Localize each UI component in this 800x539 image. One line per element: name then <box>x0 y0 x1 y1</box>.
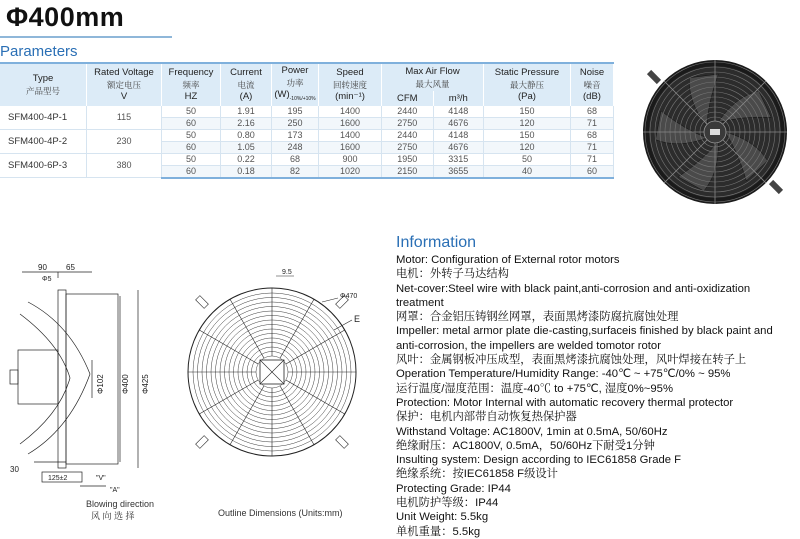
guard-spoke <box>286 380 345 414</box>
col-pressure: Static Pressure 最大静压 (Pa) <box>484 63 571 106</box>
col-voltage: Rated Voltage 额定电压 V <box>87 63 162 106</box>
value-cell: 4148 <box>433 129 483 141</box>
col-speed: Speed 回转速度 (min⁻¹) <box>319 63 382 106</box>
col-airflow-m3h: m³/h <box>433 91 483 106</box>
outline-drawing <box>0 254 395 531</box>
value-cell: 50 <box>162 153 221 165</box>
dimension-label: Φ5 <box>42 276 52 283</box>
dimension-label: 30 <box>10 465 19 474</box>
value-cell: 50 <box>484 153 571 165</box>
value-cell: 82 <box>272 165 319 178</box>
value-cell: 2750 <box>382 141 434 153</box>
dimension-label: 125±2 <box>48 475 68 482</box>
table-row <box>0 129 614 141</box>
mount-foot <box>769 180 783 194</box>
dim-line <box>322 298 338 302</box>
voltage-cell: 380 <box>87 153 162 178</box>
voltage-cell: 230 <box>87 129 162 153</box>
dimension-label: Φ425 <box>141 374 150 394</box>
guard-spoke <box>230 386 264 445</box>
title-underline <box>0 36 172 38</box>
dimension-label: 90 <box>38 263 47 272</box>
parameters-heading: Parameters <box>0 43 78 60</box>
value-cell: 1.91 <box>221 106 272 118</box>
dimension-label: 9.5 <box>282 269 292 276</box>
col-airflow-cfm: CFM <box>382 91 434 106</box>
table-row <box>0 106 614 118</box>
hub-label <box>710 129 720 135</box>
type-cell: SFM400-4P-1 <box>0 106 87 130</box>
value-cell: 1400 <box>319 129 382 141</box>
value-cell: 68 <box>272 153 319 165</box>
value-cell: 60 <box>571 165 614 178</box>
mount-foot <box>647 70 661 84</box>
value-cell: 4676 <box>433 141 483 153</box>
section-label: E <box>354 314 361 324</box>
value-cell: 150 <box>484 129 571 141</box>
table-row <box>0 153 614 165</box>
flange-plate <box>58 290 66 468</box>
col-frequency: Frequency 频率 HZ <box>162 63 221 106</box>
guard-spoke <box>280 299 314 358</box>
info-line: Unit Weight: 5.5kg <box>396 511 489 524</box>
value-cell: 2150 <box>382 165 434 178</box>
info-line: 保护：电机内部带自动恢复热保护器 <box>396 411 577 424</box>
info-line: 电机防护等级：IP44 <box>396 497 499 510</box>
value-cell: 900 <box>319 153 382 165</box>
value-cell: 1600 <box>319 141 382 153</box>
blade-outline <box>28 302 90 454</box>
information-list <box>396 253 796 539</box>
info-line: Motor: Configuration of External rotor motors <box>396 254 620 266</box>
dimension-label: 65 <box>66 263 75 272</box>
front-view-drawing <box>188 269 360 456</box>
a-label: "A" <box>110 487 120 494</box>
col-type: Type 产品型号 <box>0 63 87 106</box>
info-line: 单机重量：5.5kg <box>396 525 481 538</box>
info-line: 风叶：金属钢板冲压成型，表面黑烤漆抗腐蚀处理，风叶焊接在转子上 <box>396 354 747 367</box>
value-cell: 1.05 <box>221 141 272 153</box>
value-cell: 4676 <box>433 117 483 129</box>
value-cell: 248 <box>272 141 319 153</box>
value-cell: 60 <box>162 117 221 129</box>
info-line: 运行温度/湿度范围：温度-40℃ to +75℃, 湿度0%~95% <box>396 382 673 395</box>
value-cell: 173 <box>272 129 319 141</box>
value-cell: 3315 <box>433 153 483 165</box>
info-line: Protecting Grade: IP44 <box>396 482 511 495</box>
info-line: 绝缘耐压：AC1800V, 0.5mA，50/60Hz下耐受1分钟 <box>396 439 655 452</box>
value-cell: 50 <box>162 129 221 141</box>
value-cell: 60 <box>162 165 221 178</box>
value-cell: 0.18 <box>221 165 272 178</box>
info-line: 绝缘系统：按IEC61858 F级设计 <box>396 468 558 481</box>
type-cell: SFM400-6P-3 <box>0 153 87 178</box>
col-airflow: Max Air Flow 最大风量 <box>382 63 484 91</box>
type-cell: SFM400-4P-2 <box>0 129 87 153</box>
value-cell: 1950 <box>382 153 434 165</box>
value-cell: 1600 <box>319 117 382 129</box>
guard-spoke <box>280 386 314 445</box>
value-cell: 4148 <box>433 106 483 118</box>
guard-spoke <box>199 380 258 414</box>
col-current: Current 电流 (A) <box>221 63 272 106</box>
fan-product-photo <box>636 53 794 211</box>
value-cell: 71 <box>571 141 614 153</box>
value-cell: 40 <box>484 165 571 178</box>
value-cell: 60 <box>162 141 221 153</box>
col-noise: Noise 噪音 (dB) <box>571 63 614 106</box>
mount-foot <box>196 296 209 309</box>
value-cell: 250 <box>272 117 319 129</box>
value-cell: 1020 <box>319 165 382 178</box>
value-cell: 0.22 <box>221 153 272 165</box>
voltage-cell: 115 <box>87 106 162 130</box>
info-line: Net-cover:Steel wire with black paint,anti-corrosion and anti-oxidization treatment <box>396 282 751 309</box>
blowing-direction-label: Blowing direction <box>86 499 155 509</box>
side-view-drawing <box>10 263 150 494</box>
value-cell: 150 <box>484 106 571 118</box>
info-line: 网罩：合金铝压铸钢丝网罩，表面黑烤漆防腐抗腐蚀处理 <box>396 311 679 324</box>
blowing-direction-cn: 风 向 选 择 <box>91 511 135 521</box>
dimension-label: Φ102 <box>96 374 105 394</box>
value-cell: 120 <box>484 117 571 129</box>
mount-foot <box>336 436 349 449</box>
value-cell: 50 <box>162 106 221 118</box>
info-line: Protection: Motor Internal with automatic recovery thermal protector <box>396 396 734 409</box>
value-cell: 68 <box>571 129 614 141</box>
parameters-table <box>0 62 614 179</box>
value-cell: 120 <box>484 141 571 153</box>
value-cell: 2440 <box>382 106 434 118</box>
info-line: Insulting system: Design according to IEC61858 Grade F <box>396 454 682 467</box>
mount-foot <box>196 436 209 449</box>
guard-spoke <box>199 330 258 364</box>
value-cell: 1400 <box>319 106 382 118</box>
value-cell: 0.80 <box>221 129 272 141</box>
info-line: 电机：外转子马达结构 <box>396 268 509 281</box>
v-label: "V" <box>96 475 106 482</box>
guard-spoke <box>286 330 345 364</box>
info-line: Withstand Voltage: AC1800V, 1min at 0.5mA, 50/60Hz <box>396 425 668 438</box>
value-cell: 71 <box>571 117 614 129</box>
value-cell: 71 <box>571 153 614 165</box>
value-cell: 2440 <box>382 129 434 141</box>
value-cell: 3655 <box>433 165 483 178</box>
value-cell: 2750 <box>382 117 434 129</box>
dimension-label: Φ400 <box>121 374 130 394</box>
value-cell: 68 <box>571 106 614 118</box>
dimension-label: Φ470 <box>340 293 358 300</box>
value-cell: 2.16 <box>221 117 272 129</box>
info-line: Impeller: metal armor plate die-casting,surfaceis finished by black paint and anti-corrosion, the impellers are welded tomotor rotor <box>396 325 773 352</box>
outline-caption: Outline Dimensions (Units:mm) <box>218 508 343 518</box>
col-power: Power 功率 $(W)_{-10\%/+10\%}$ <box>272 63 319 106</box>
page-title: Φ400mm <box>6 2 125 32</box>
dim-line <box>334 320 352 330</box>
guard-spoke <box>230 299 264 358</box>
shaft <box>10 370 18 384</box>
information-heading: Information <box>396 234 477 251</box>
motor-body <box>18 350 58 404</box>
info-line: Operation Temperature/Humidity Range: -40℃ ~ +75℃/0% ~ 95% <box>396 368 731 381</box>
value-cell: 195 <box>272 106 319 118</box>
